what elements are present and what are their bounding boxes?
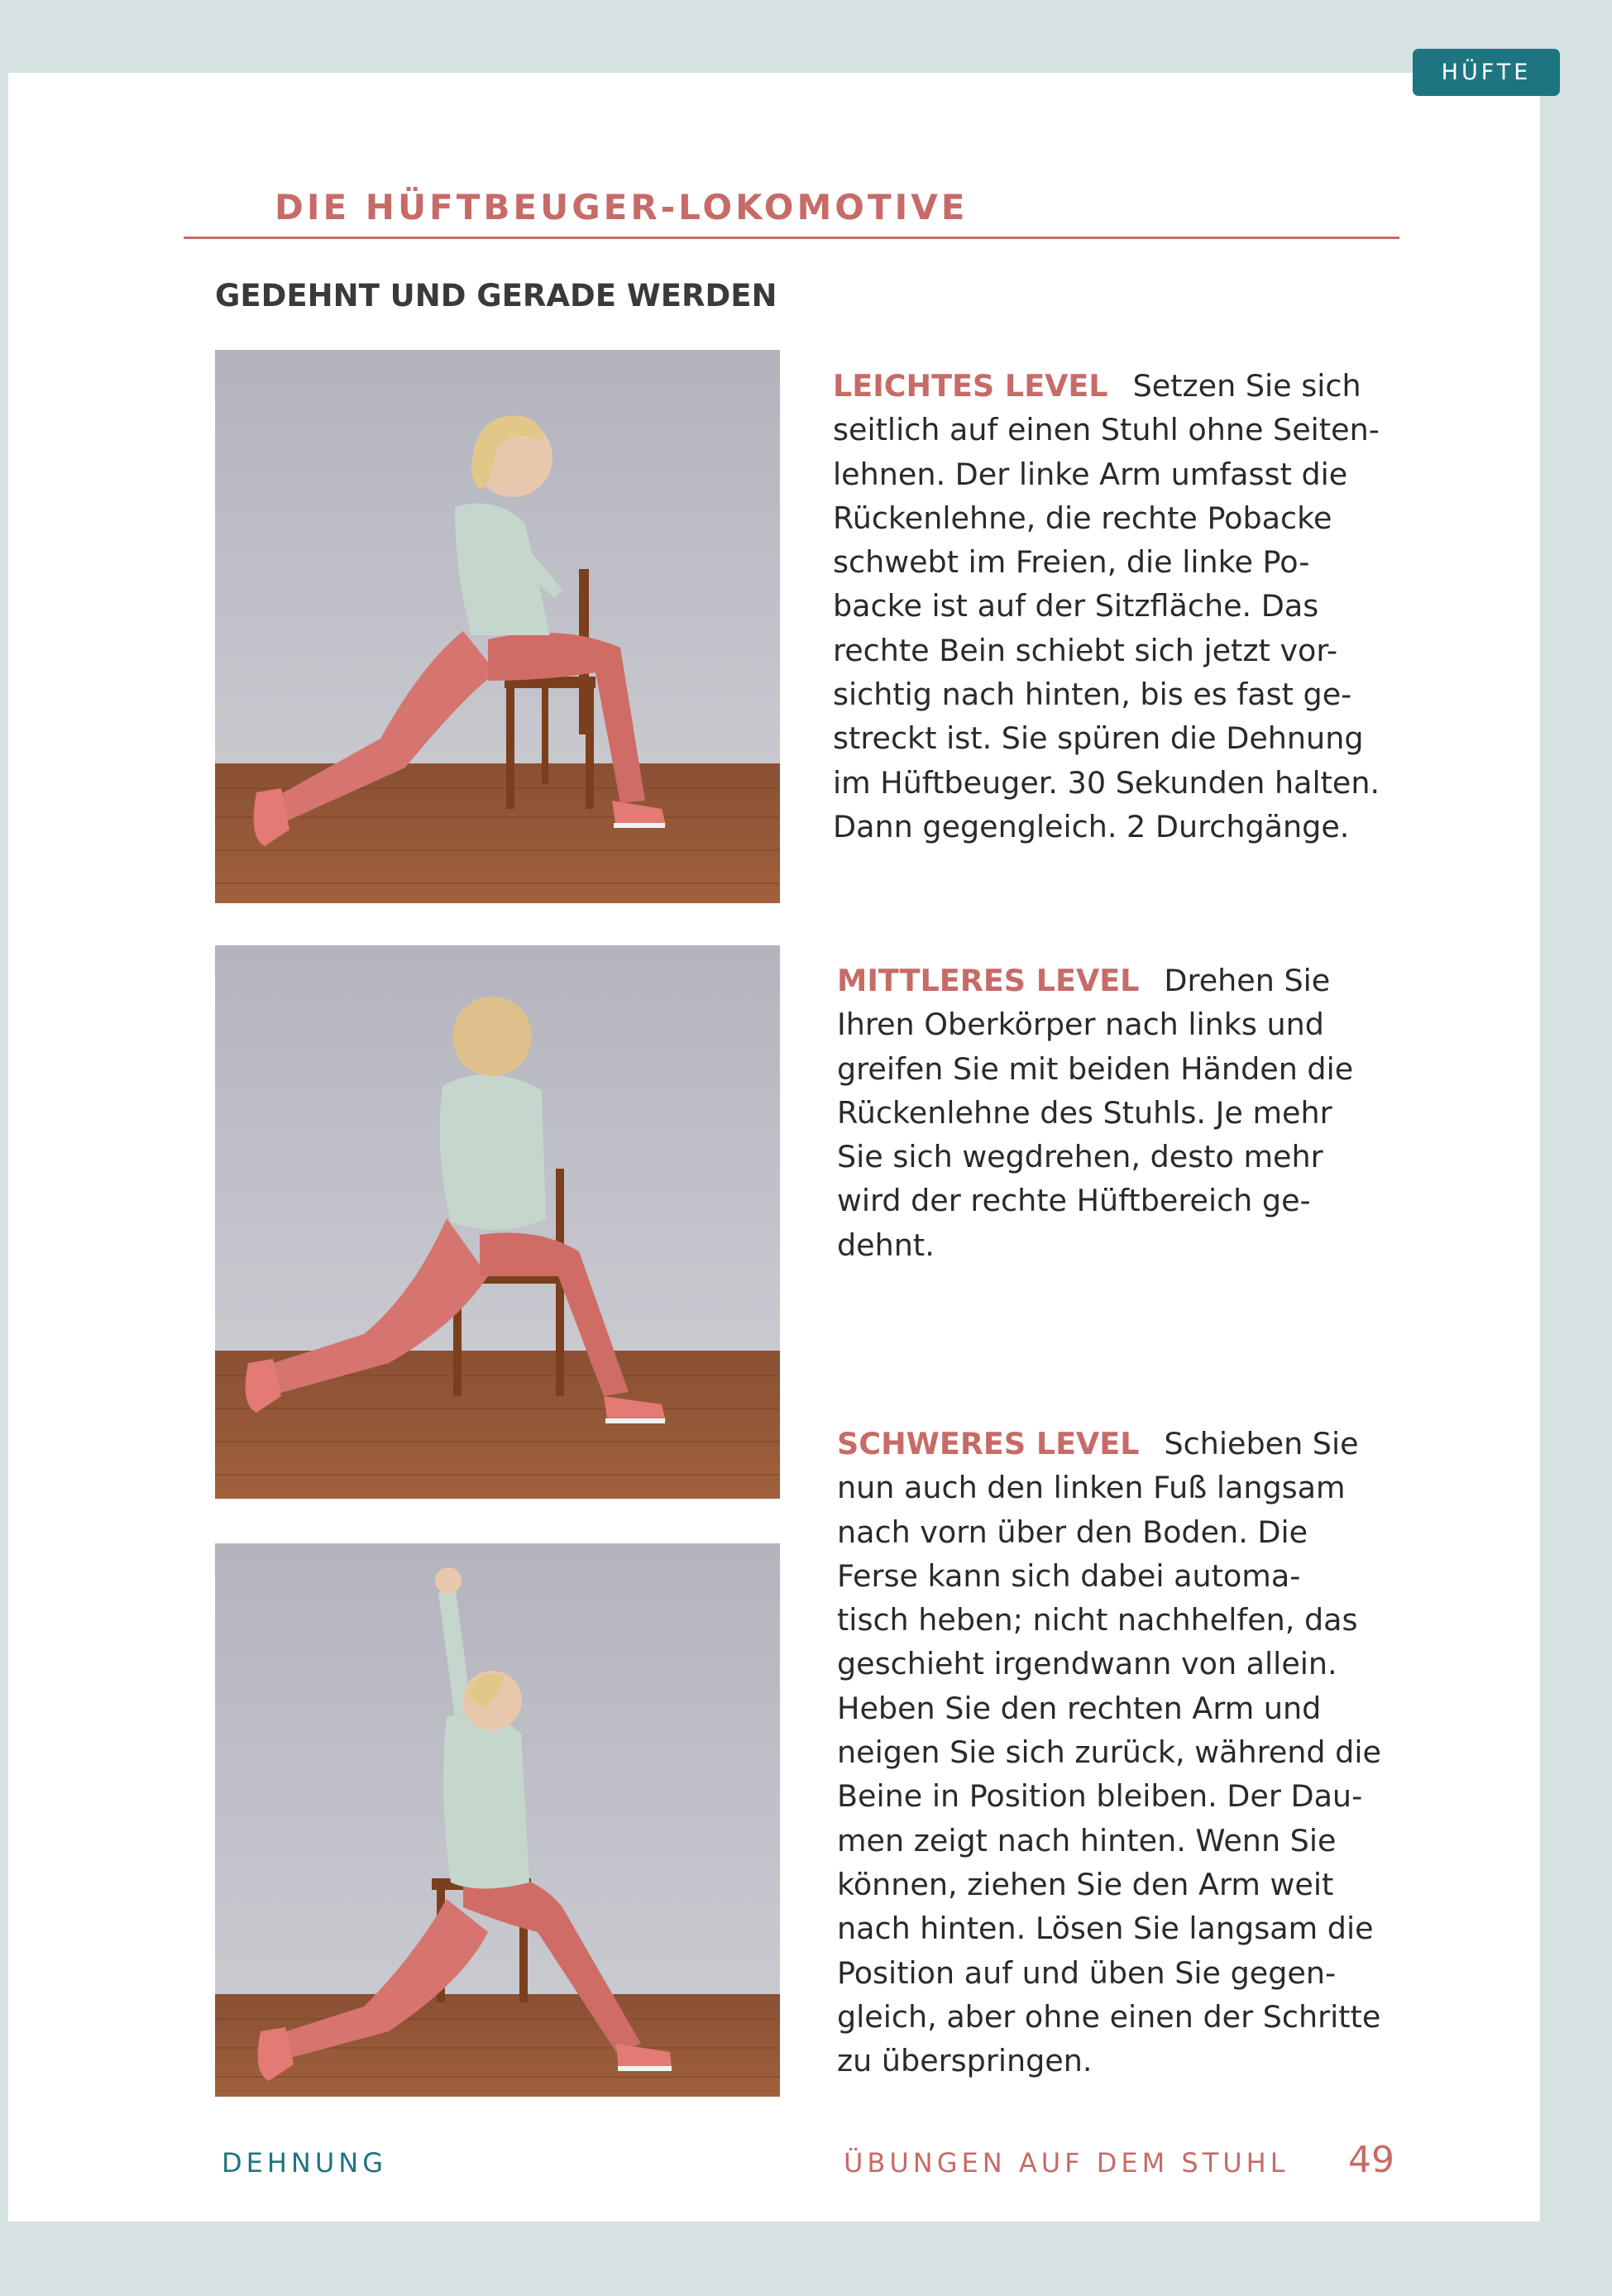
level-hard-line: nach hinten. Lösen Sie langsam die (837, 1911, 1374, 1947)
level-hard-line: nach vorn über den Boden. Die (837, 1514, 1308, 1550)
level-easy-line: im Hüftbeuger. 30 Sekunden halten. (833, 764, 1380, 801)
level-hard-line: nun auch den linken Fuß langsam (837, 1470, 1346, 1506)
level-medium-line: greifen Sie mit beiden Händen die (837, 1050, 1354, 1087)
level-easy-line: rechte Bein schiebt sich jetzt vor- (833, 632, 1338, 668)
level-hard-line: neigen Sie sich zurück, während die (837, 1734, 1381, 1771)
level-medium-line: Ihren Oberkörper nach links und (837, 1007, 1324, 1043)
section-tab: HÜFTE (1413, 49, 1560, 96)
level-easy-line: schwebt im Freien, die linke Po- (833, 544, 1310, 581)
level-hard-line: Heben Sie den rechten Arm und (837, 1690, 1322, 1726)
level-hard-line: zu überspringen. (837, 2043, 1093, 2079)
exercise-title: DIE HÜFTBEUGER-LOKOMOTIVE (275, 187, 969, 227)
level-medium-line: Drehen Sie (1164, 963, 1331, 998)
level-medium-line: Rückenlehne des Stuhls. Je mehr (837, 1094, 1332, 1131)
level-easy-line: Rückenlehne, die rechte Pobacke (833, 500, 1332, 536)
level-hard-line: Beine in Position bleiben. Der Dau- (837, 1778, 1363, 1815)
level-hard-line: men zeigt nach hinten. Wenn Sie (837, 1822, 1337, 1858)
level-easy-line: backe ist auf der Sitzfläche. Das (833, 588, 1319, 624)
level-hard-line: geschieht irgendwann von allein. (837, 1646, 1337, 1682)
footer-chapter: DEHNUNG (222, 2147, 388, 2179)
title-divider (184, 237, 1399, 239)
level-hard-line: Position auf und üben Sie gegen- (837, 1954, 1337, 1991)
level-easy-line: Dann gegengleich. 2 Durchgänge. (833, 808, 1350, 844)
level-medium-line: wird der rechte Hüftbereich ge- (837, 1183, 1311, 1219)
exercise-photo-hard (215, 1543, 780, 2097)
level-hard-label: SCHWERES LEVEL (837, 1426, 1140, 1461)
level-easy-line: streckt ist. Sie spüren die Dehnung (833, 720, 1364, 757)
level-hard-line: gleich, aber ohne einen der Schritte (837, 1998, 1381, 2035)
level-easy-line: Setzen Sie sich (1132, 368, 1361, 404)
level-easy-label: LEICHTES LEVEL (833, 368, 1108, 404)
level-hard-line: Schieben Sie (1164, 1426, 1359, 1461)
exercise-photo-medium (215, 945, 780, 1499)
level-easy-line: lehnen. Der linke Arm umfasst die (833, 456, 1348, 492)
level-easy-line: seitlich auf einen Stuhl ohne Seiten- (833, 412, 1380, 448)
level-hard-line: tisch heben; nicht nachhelfen, das (837, 1602, 1358, 1638)
level-medium-label: MITTLERES LEVEL (837, 963, 1140, 998)
level-easy (833, 364, 1395, 849)
level-medium-line: dehnt. (837, 1227, 935, 1263)
level-medium-line: Sie sich wegdrehen, desto mehr (837, 1139, 1323, 1175)
level-medium (837, 959, 1399, 1267)
exercise-photo-easy (215, 350, 780, 903)
level-easy-line: sichtig nach hinten, bis es fast ge- (833, 677, 1352, 713)
level-hard-line: Ferse kann sich dabei automa- (837, 1557, 1301, 1594)
page-number: 49 (1348, 2139, 1394, 2181)
footer-book-title: ÜBUNGEN AUF DEM STUHL (844, 2147, 1289, 2179)
level-hard (837, 1422, 1399, 2083)
exercise-subtitle: GEDEHNT UND GERADE WERDEN (215, 278, 777, 313)
level-hard-line: können, ziehen Sie den Arm weit (837, 1866, 1334, 1902)
